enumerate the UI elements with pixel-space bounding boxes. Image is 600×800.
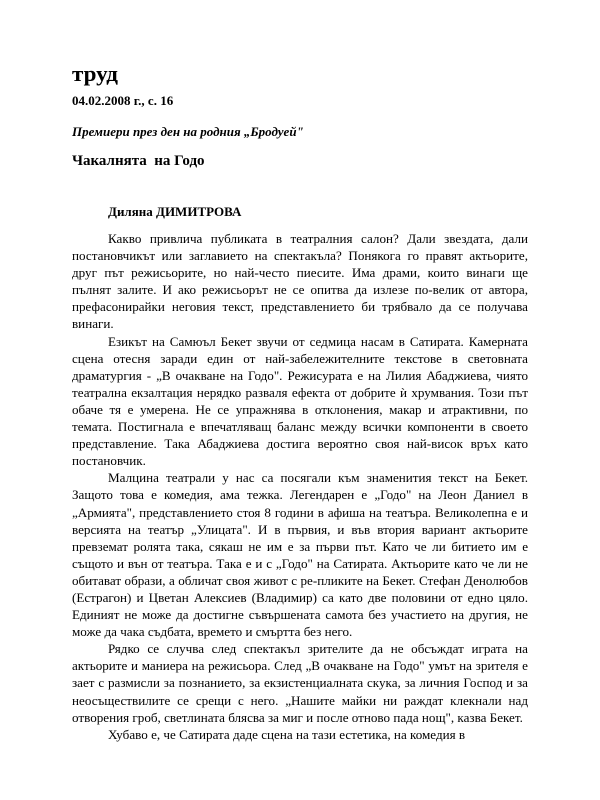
source-date-line: 04.02.2008 г., с. 16 — [72, 93, 174, 108]
article-body — [72, 230, 528, 743]
paragraph: Малцина театрали у нас са посягали към знаменития текст на Бекет. Защото това е комедия, ама тежка. Легендарен е „Годо" на Леон Даниел в „Армията", представлението стоя 8 години в афиша на театъра. Великолепна е и версията на театър „Улицата". И в първия, и във втория вариант актьорите превземат ролята така, сякаш не им е за първи път. Като че ли битието им е същото и вън от театъра. Така е и с „Годо" на Сатирата. Актьорите като че ли не обитават образи, а обличат своя живот с ре-пликите на Бекет. Стефан Денолюбов (Естрагон) и Цветан Алексиев (Владимир) са като две половини от едно цяло. Единият не може да достигне съвършената самота без участието на другия, не може да чака съдбата, времето и смъртта без него. — [72, 470, 528, 640]
paragraph: Рядко се случва след спектакъл зрителите да не обсъждат играта на актьорите и маниера на режисьора. След „В очакване на Годо" умът на зрителя е зает с размисли за познанието, за екзистенциалната скука, за личния Господ и за неосъществилите се срещи с него. „Нашите майки ни раждат клекнали над отворения гроб, светлината блясва за миг и после отново пада нощ", казва Бекет. — [72, 641, 528, 725]
paragraph: Хубаво е, че Сатирата даде сцена на тази естетика, на комедия в — [108, 726, 466, 742]
paragraph: Езикът на Самюъл Бекет звучи от седмица насам в Сатирата. Камерната сцена отесня заради един от най-забележителните текстове в световната драматургия - „В очакване на Годо". Режисурата е на Лилия Абаджиева, чиято театрална екзалтация нерядко разваля ефекта от добрите ѝ хрумвания. Този път обаче тя е умерена. Не се упражнява в отклонения, макар и атрактивни, по темата. Постигнала е впечатляващ баланс между всички компоненти в своето представление. Така Абаджиева достига вероятно своя най-висок връх като постановчик. — [72, 333, 528, 469]
article-title: Чакалнята на Годо — [72, 153, 205, 169]
paragraph: Какво привлича публиката в театралния салон? Дали звездата, дали постановчикът или заглавието на спектакъла? Понякога го правят актьорите, друг път режисьорите, но най-често пиесите. Има драми, които винаги ще пълнят залите. И ако режисьорът не се опитва да излезе по-велик от автора, префасонирайки неговия текст, представлението би трябвало да се получава винаги. — [72, 231, 528, 332]
newspaper-logo: труд — [72, 61, 118, 86]
article-author: Диляна ДИМИТРОВА — [108, 204, 242, 219]
article-subtitle: Премиери през ден на родния „Бродуей" — [72, 124, 304, 139]
